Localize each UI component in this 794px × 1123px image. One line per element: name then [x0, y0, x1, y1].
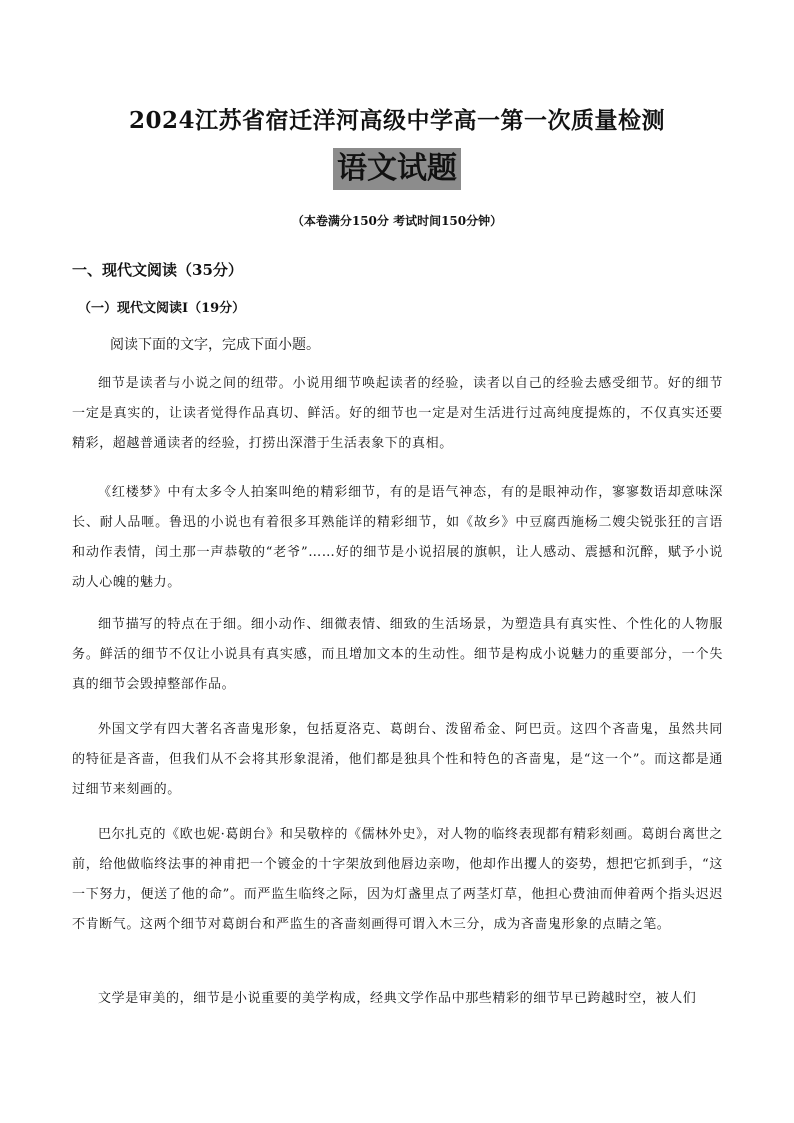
- subject-banner: [0, 148, 794, 190]
- exam-note: （本卷满分150分 考试时间150分钟）: [291, 214, 503, 228]
- exam-title: 2024江苏省宿迁洋河高级中学高一第一次质量检测: [128, 107, 665, 134]
- passage-paragraph: 细节描写的特点在于细。细小动作、细微表情、细致的生活场景，为塑造具有真实性、个性化的人物服务。鲜活的细节不仅让小说具有真实感，而且增加文本的生动性。细节是构成小说魅力的重要部分，一个失真的细节会毁掉整部作品。: [72, 617, 723, 692]
- reading-instruction: 阅读下面的文字，完成下面小题。: [110, 337, 320, 353]
- subject-title: 语文试题: [333, 148, 461, 190]
- section-heading: 一、现代文阅读（35分）: [72, 261, 243, 279]
- passage-paragraph: 外国文学有四大著名吝啬鬼形象，包括夏洛克、葛朗台、泼留希金、阿巴贡。这四个吝啬鬼，虽然共同的特征是吝啬，但我们从不会将其形象混淆，他们都是独具个性和特色的吝啬鬼，是“这一个”。而这都是通过细节来刻画的。: [72, 722, 723, 797]
- section-subheading: （一）现代文阅读I（19分）: [78, 301, 246, 316]
- passage-paragraph: 细节是读者与小说之间的纽带。小说用细节唤起读者的经验，读者以自己的经验去感受细节。好的细节一定是真实的，让读者觉得作品真切、鲜活。好的细节也一定是对生活进行过高纯度提炼的，不仅真实还要精彩，超越普通读者的经验，打捞出深潜于生活表象下的真相。: [72, 376, 723, 451]
- passage-paragraph: 巴尔扎克的《欧也妮·葛朗台》和吴敬梓的《儒林外史》，对人物的临终表现都有精彩刻画。葛朗台离世之前，给他做临终法事的神甫把一个镀金的十字架放到他唇边亲吻，他却作出攫人的姿势，想把它抓到手，“这一下努力，便送了他的命”。而严监生临终之际，因为灯盏里点了两茎灯草，他担心费油而伸着两个指头迟迟不肯断气。这两个细节对葛朗台和严监生的吝啬刻画得可谓入木三分，成为吝啬鬼形象的点睛之笔。: [72, 827, 723, 932]
- passage-paragraph: 《红楼梦》中有太多令人拍案叫绝的精彩细节，有的是语气神态，有的是眼神动作，寥寥数语却意味深长、耐人品咂。鲁迅的小说也有着很多耳熟能详的精彩细节，如《故乡》中豆腐西施杨二嫂尖锐张狂的言语和动作表情，闰土那一声恭敬的“老爷”……好的细节是小说招展的旗帜，让人感动、震撼和沉醉，赋予小说动人心魄的魅力。: [72, 485, 723, 590]
- passage-paragraph: 文学是审美的，细节是小说重要的美学构成，经典文学作品中那些精彩的细节早已跨越时空，被人们: [98, 991, 697, 1006]
